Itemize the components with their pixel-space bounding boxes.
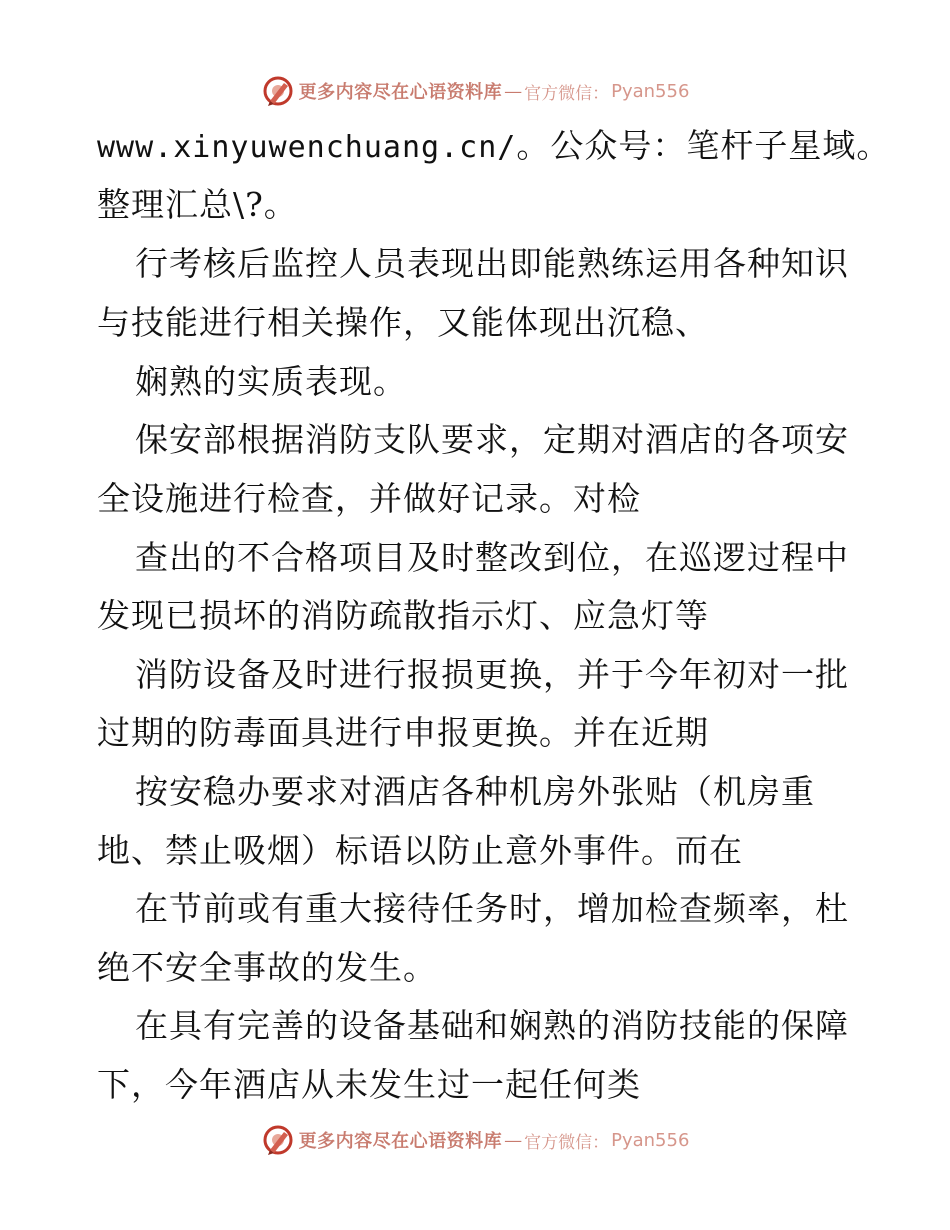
pen-circle-logo-icon xyxy=(261,1123,295,1157)
website-url: www.xinyuwenchuang.cn/ xyxy=(97,130,517,165)
pen-circle-logo-icon xyxy=(261,74,295,108)
banner-slogan: 更多内容尽在心语资料库 xyxy=(298,82,503,103)
banner-wechat-id: Pyan556 xyxy=(611,80,690,102)
body-line-17: 下，今年酒店从未发生过一起任何类 xyxy=(97,1065,641,1104)
body-line-1 xyxy=(97,124,890,168)
body-line-13: 地、禁止吸烟）标语以防止意外事件。而在 xyxy=(97,831,743,870)
body-line-2: 整理汇总\?。 xyxy=(97,185,298,224)
body-line-1-rest: 。公众号：笔杆子星域。 xyxy=(516,126,891,165)
body-line-5: 娴熟的实质表现。 xyxy=(135,362,407,401)
banner-dash: — xyxy=(504,1129,523,1151)
banner-official-label: 官方微信： xyxy=(524,1132,610,1153)
body-line-10: 消防设备及时进行报损更换，并于今年初对一批 xyxy=(135,655,849,694)
banner-slogan: 更多内容尽在心语资料库 xyxy=(298,1131,503,1152)
body-line-9: 发现已损坏的消防疏散指示灯、应急灯等 xyxy=(97,596,709,635)
body-line-4: 与技能进行相关操作，又能体现出沉稳、 xyxy=(97,303,709,342)
body-line-6: 保安部根据消防支队要求，定期对酒店的各项安 xyxy=(135,420,849,459)
body-line-8: 查出的不合格项目及时整改到位，在巡逻过程中 xyxy=(135,538,849,577)
body-line-3: 行考核后监控人员表现出即能熟练运用各种知识 xyxy=(135,244,849,283)
banner-dash: — xyxy=(504,80,523,102)
body-line-7: 全设施进行检查，并做好记录。对检 xyxy=(97,479,641,518)
body-line-16: 在具有完善的设备基础和娴熟的消防技能的保障 xyxy=(135,1006,849,1045)
banner-official-label: 官方微信： xyxy=(524,83,610,104)
footer-banner xyxy=(0,1120,950,1160)
body-line-15: 绝不安全事故的发生。 xyxy=(97,948,437,987)
body-line-12: 按安稳办要求对酒店各种机房外张贴（机房重 xyxy=(135,772,815,811)
header-banner xyxy=(0,71,950,111)
body-line-14: 在节前或有重大接待任务时，增加检查频率，杜 xyxy=(135,889,849,928)
banner-wechat-id: Pyan556 xyxy=(611,1129,690,1151)
body-line-11: 过期的防毒面具进行申报更换。并在近期 xyxy=(97,713,709,752)
